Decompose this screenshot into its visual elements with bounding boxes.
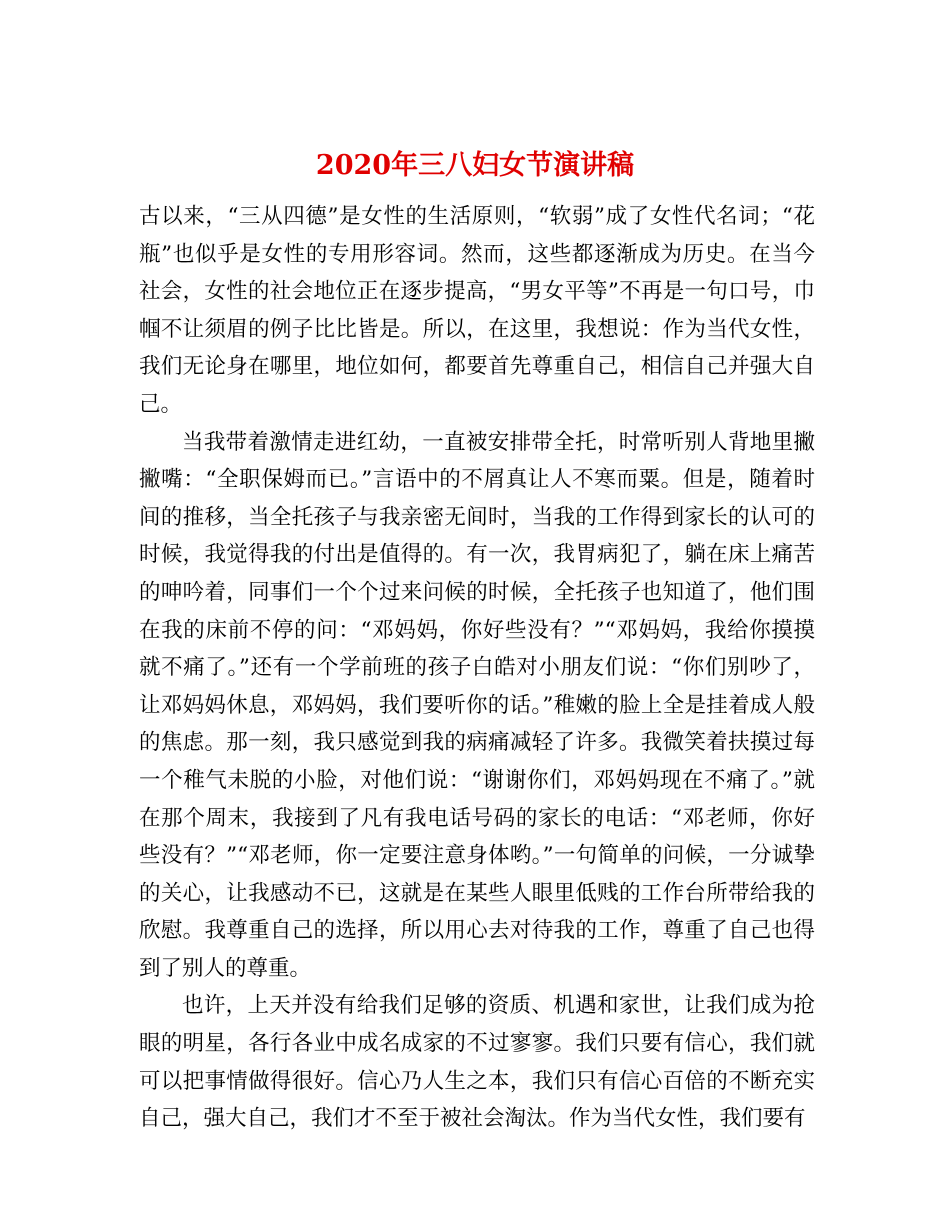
document-body bbox=[139, 198, 815, 1138]
document-title: 2020年三八妇女节演讲稿 bbox=[315, 150, 635, 182]
paragraph-2: 当我带着激情走进红幼，一直被安排带全托，时常听别人背地里撇撇嘴：“全职保姆而已。”言语中的不屑真让人不寒而粟。但是，随着时间的推移，当全托孩子与我亲密无间时，当我的工作得到家长的认可的时候，我觉得我的付出是值得的。有一次，我胃病犯了，躺在床上痛苦的呻吟着，同事们一个个过来问候的时候，全托孩子也知道了，他们围在我的床前不停的问：“邓妈妈，你好些没有？”“邓妈妈，我给你摸摸就不痛了。”还有一个学前班的孩子白皓对小朋友们说：“你们别吵了，让邓妈妈休息，邓妈妈，我们要听你的话。”稚嫩的脸上全是挂着成人般的焦虑。那一刻，我只感觉到我的病痛减轻了许多。我微笑着扶摸过每一个稚气未脱的小脸，对他们说：“谢谢你们，邓妈妈现在不痛了。”就在那个周末，我接到了凡有我电话号码的家长的电话：“邓老师，你好些没有？”“邓老师，你一定要注意身体哟。”一句简单的问候，一分诚挚的关心，让我感动不已，这就是在某些人眼里低贱的工作台所带给我的欣慰。我尊重自己的选择，所以用心去对待我的工作，尊重了自己也得到了别人的尊重。 bbox=[139, 429, 815, 981]
paragraph-1: 古以来，“三从四德”是女性的生活原则，“软弱”成了女性代名词；“花瓶”也似乎是女性的专用形容词。然而，这些都逐渐成为历史。在当今社会，女性的社会地位正在逐步提高，“男女平等”不再是一句口号，巾帼不让须眉的例子比比皆是。所以，在这里，我想说：作为当代女性，我们无论身在哪里，地位如何，都要首先尊重自己，相信自己并强大自己。 bbox=[139, 204, 815, 417]
paragraph-3: 也许，上天并没有给我们足够的资质、机遇和家世，让我们成为抢眼的明星，各行各业中成名成家的不过寥寥。我们只要有信心，我们就可以把事情做得很好。信心乃人生之本，我们只有信心百倍的不断充实自己，强大自己，我们才不至于被社会淘汰。作为当代女性，我们要有 bbox=[139, 993, 815, 1132]
